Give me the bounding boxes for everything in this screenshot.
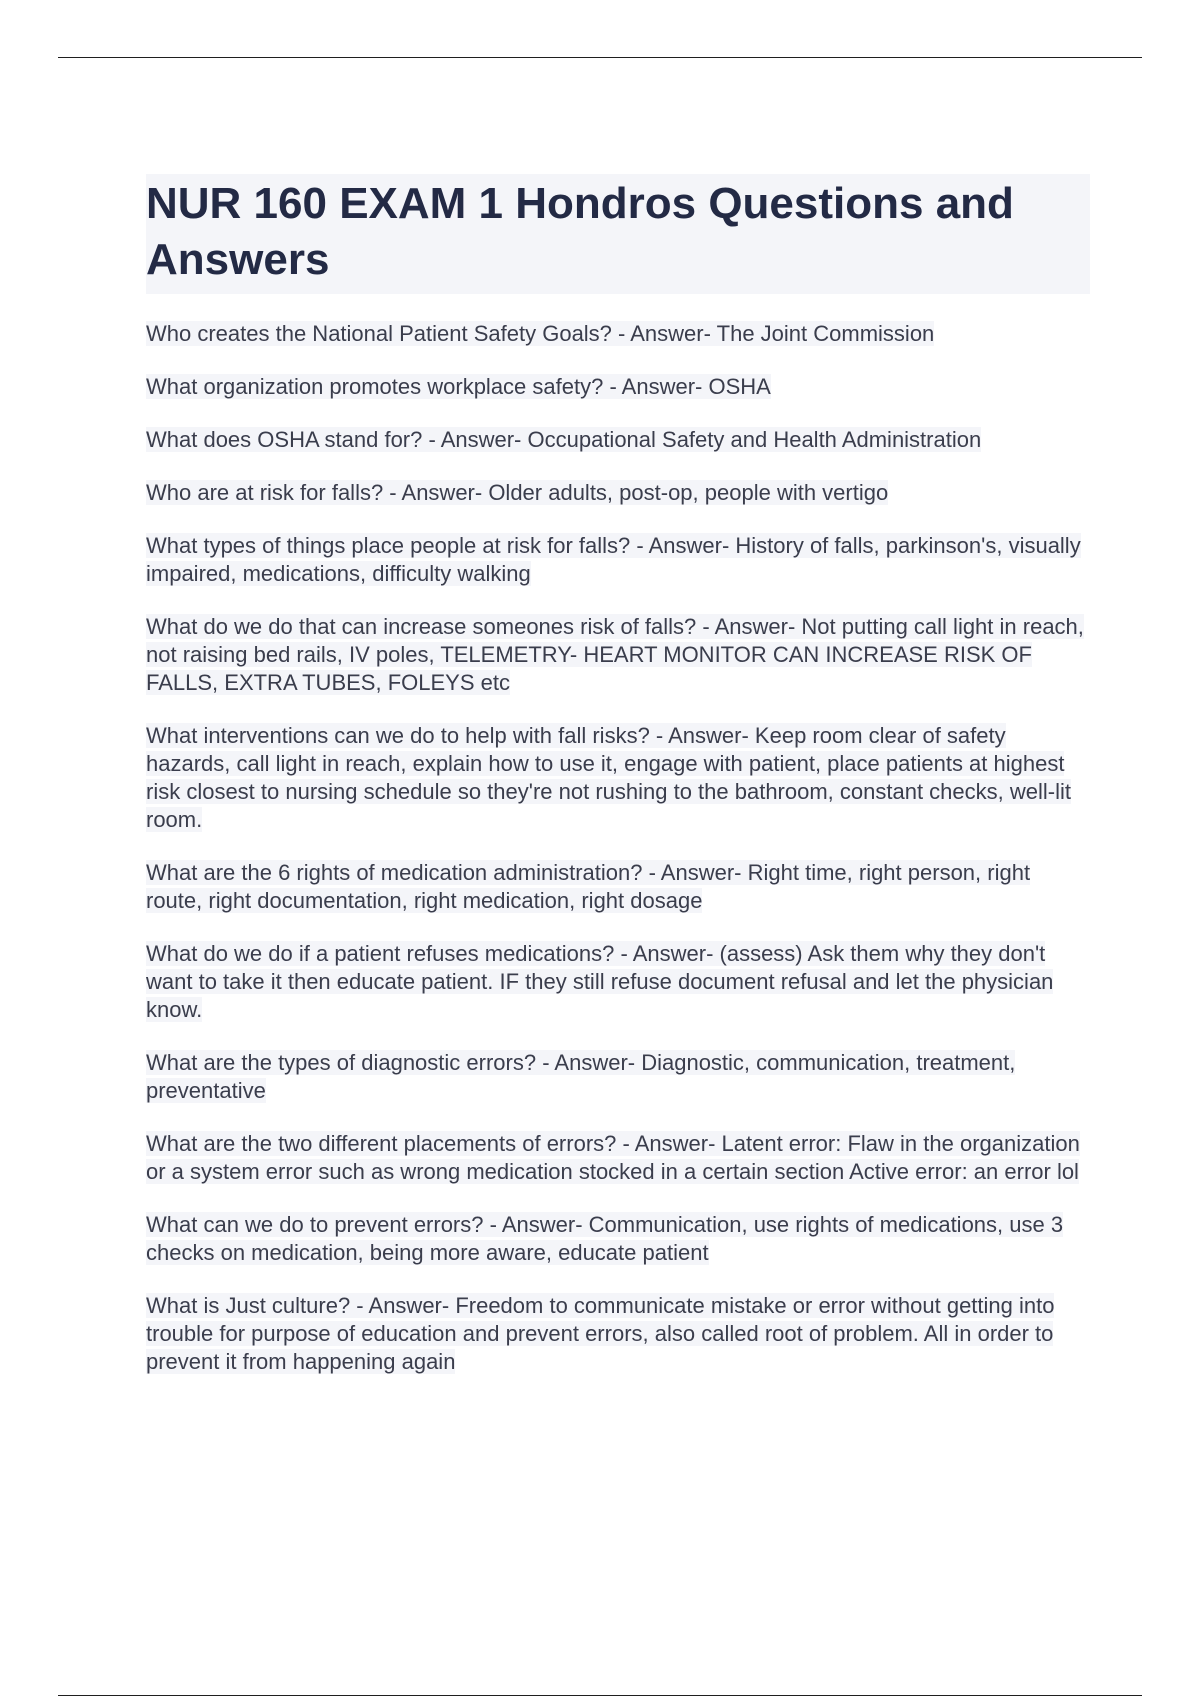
qa-item-text: Who creates the National Patient Safety Goals? - Answer- The Joint Commission [146, 321, 935, 346]
qa-item-2 [146, 373, 1090, 401]
document-body [146, 174, 1090, 1401]
qa-item-8 [146, 859, 1090, 915]
qa-item-text: What do we do if a patient refuses medications? - Answer- (assess) Ask them why they don't want to take it then educate patient. IF they still refuse document refusal and let the physician know. [146, 941, 1054, 1022]
qa-item-13 [146, 1292, 1090, 1376]
qa-item-6 [146, 613, 1090, 697]
qa-item-text: What organization promotes workplace safety? - Answer- OSHA [146, 374, 771, 399]
qa-item-3 [146, 426, 1090, 454]
qa-item-1 [146, 320, 1090, 348]
qa-item-4 [146, 479, 1090, 507]
qa-item-7 [146, 722, 1090, 834]
qa-item-text: What interventions can we do to help with fall risks? - Answer- Keep room clear of safety hazards, call light in reach, explain how to use it, engage with patient, place patients at highest risk closest to nursing schedule so they're not rushing to the bathroom, constant checks, well-lit room. [146, 723, 1071, 832]
qa-item-text: What types of things place people at risk for falls? - Answer- History of falls, parkinson's, visually impaired, medications, difficulty walking [146, 533, 1081, 586]
bottom-rule [58, 1695, 1142, 1696]
qa-item-5 [146, 532, 1090, 588]
qa-item-text: Who are at risk for falls? - Answer- Older adults, post-op, people with vertigo [146, 480, 889, 505]
qa-item-text: What does OSHA stand for? - Answer- Occupational Safety and Health Administration [146, 427, 982, 452]
page-title: NUR 160 EXAM 1 Hondros Questions and Answers [146, 174, 1090, 294]
qa-item-12 [146, 1211, 1090, 1267]
qa-item-text: What are the two different placements of errors? - Answer- Latent error: Flaw in the organization or a system error such as wrong medication stocked in a certain section Active error: an error lol [146, 1131, 1080, 1184]
qa-list [146, 320, 1090, 1376]
qa-item-9 [146, 940, 1090, 1024]
top-rule [58, 57, 1142, 58]
qa-item-text: What do we do that can increase someones risk of falls? - Answer- Not putting call light in reach, not raising bed rails, IV poles, TELEMETRY- HEART MONITOR CAN INCREASE RISK OF FALLS, EXTRA TUBES, FOLEYS etc [146, 614, 1084, 695]
qa-item-text: What can we do to prevent errors? - Answer- Communication, use rights of medications, use 3 checks on medication, being more aware, educate patient [146, 1212, 1064, 1265]
qa-item-text: What is Just culture? - Answer- Freedom to communicate mistake or error without getting into trouble for purpose of education and prevent errors, also called root of problem. All in order to prevent it from happening again [146, 1293, 1055, 1374]
qa-item-11 [146, 1130, 1090, 1186]
qa-item-text: What are the 6 rights of medication administration? - Answer- Right time, right person, right route, right documentation, right medication, right dosage [146, 860, 1031, 913]
qa-item-text: What are the types of diagnostic errors? - Answer- Diagnostic, communication, treatment, preventative [146, 1050, 1016, 1103]
qa-item-10 [146, 1049, 1090, 1105]
